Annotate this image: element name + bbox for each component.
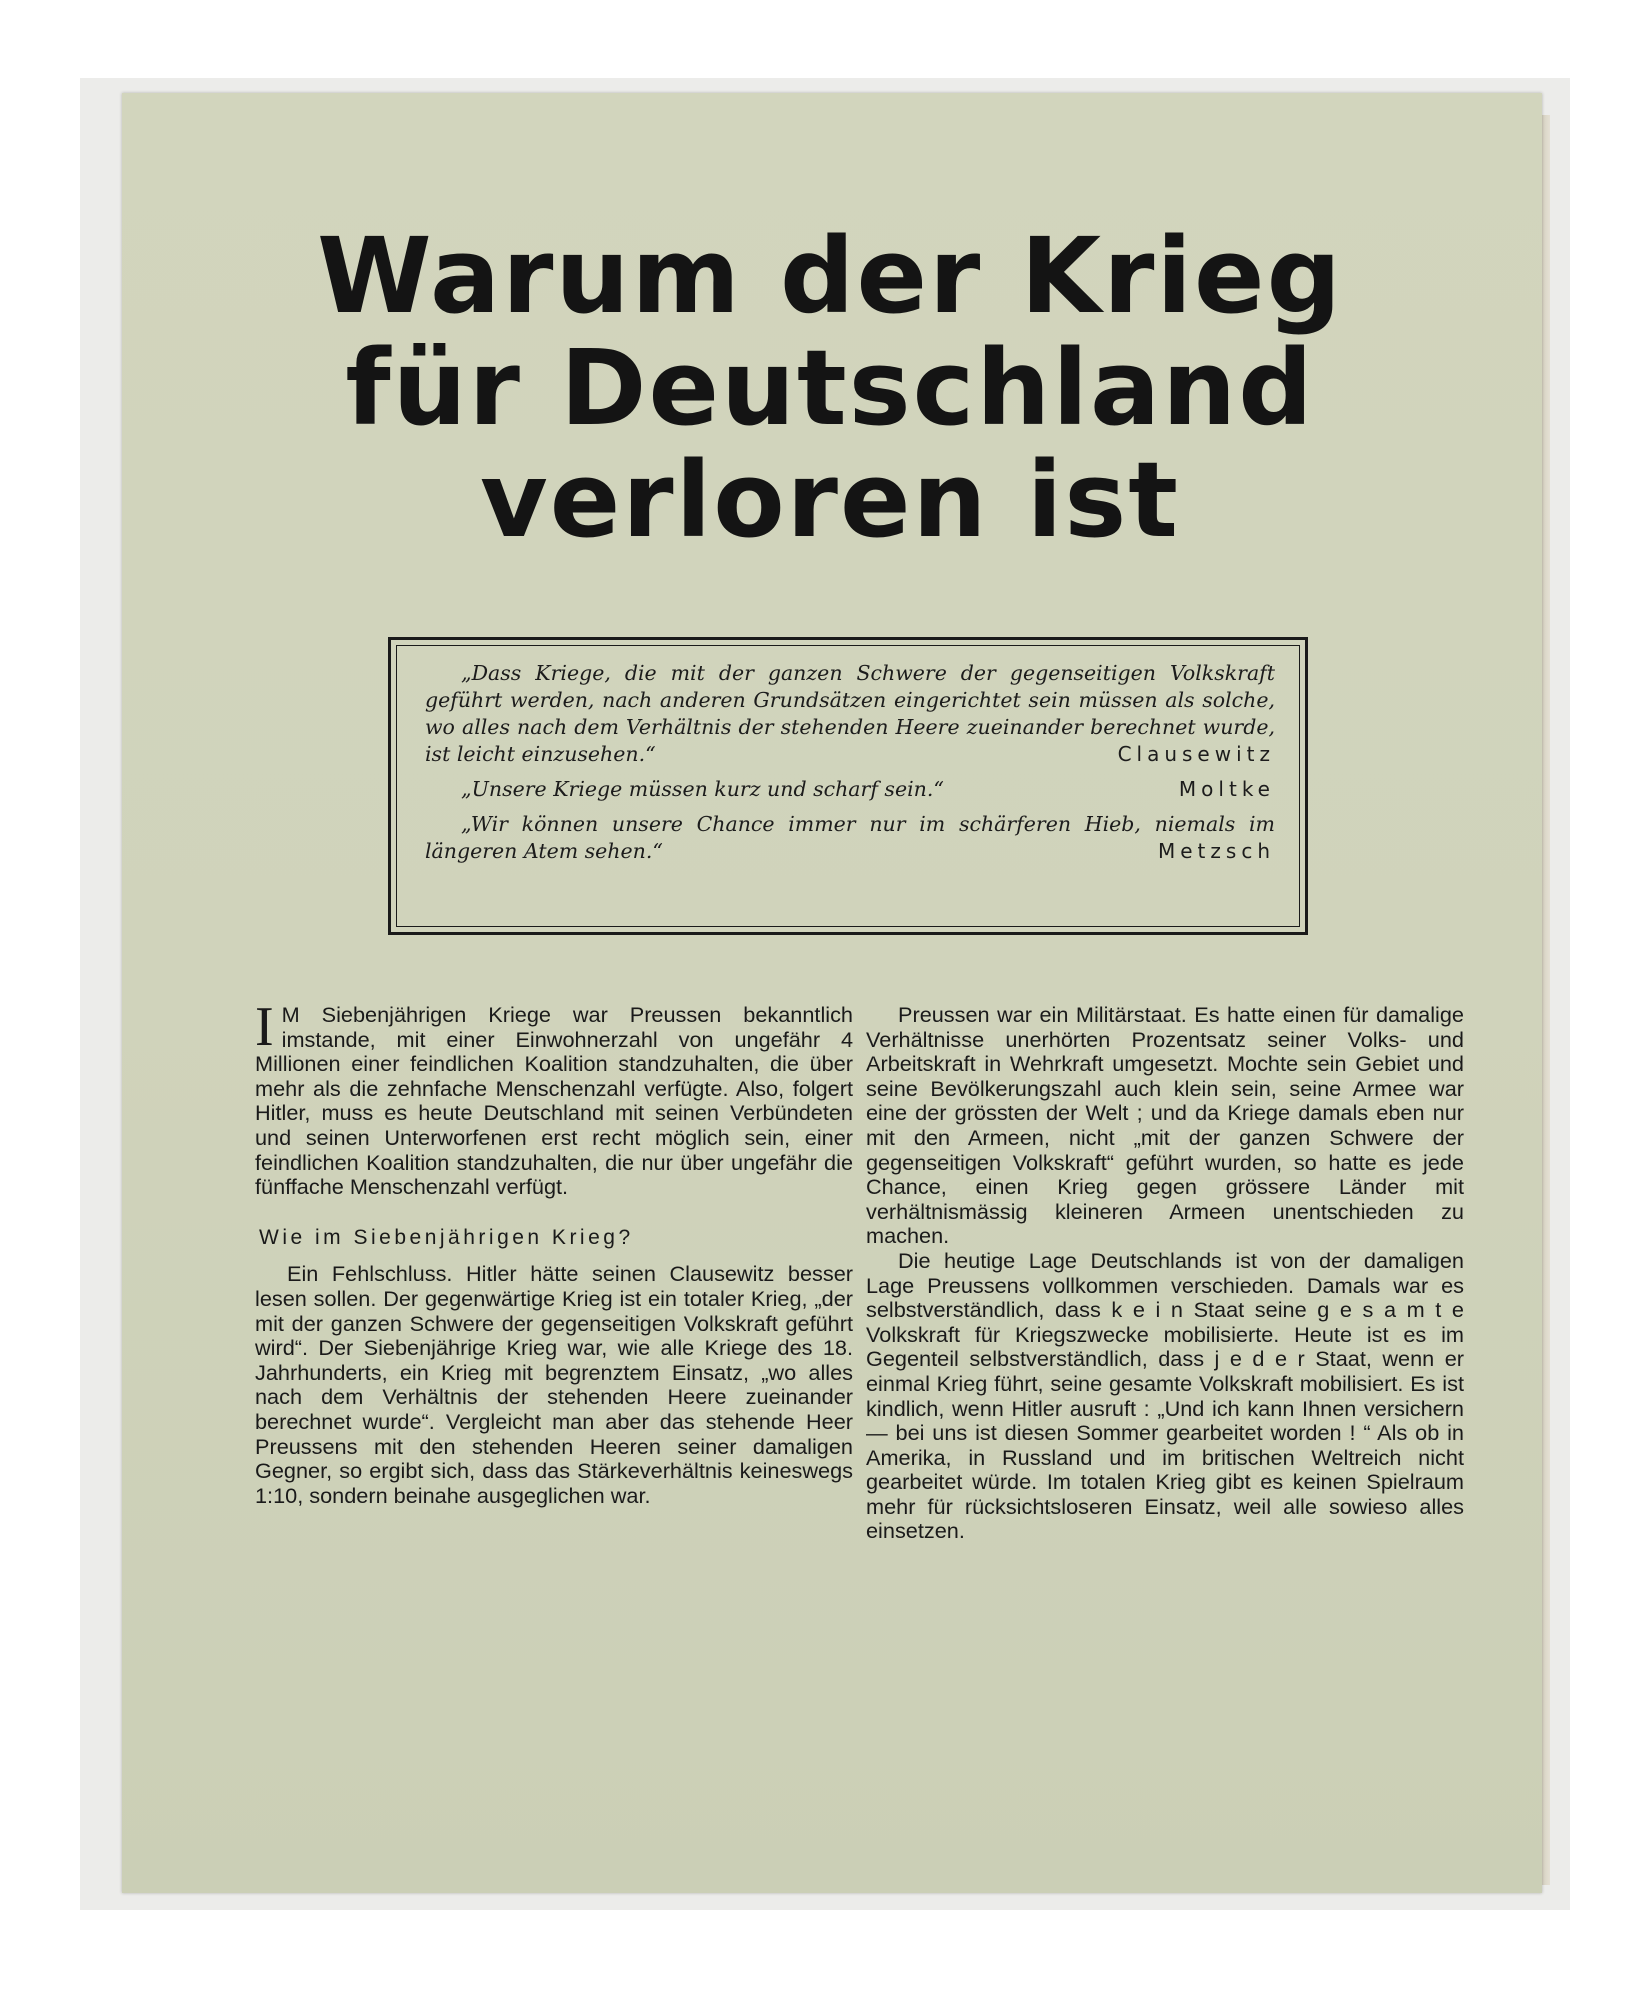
quote-text: „Wir können unsere Chance immer nur im schärferen Hieb, niemals im längeren Atem sehen.“ [425,812,1275,863]
quote-text: „Dass Kriege, die mit der ganzen Schwere der gegenseitigen Volkskraft geführt werden, nach anderen Grundsätzen eingerichtet sein müssen als solche, wo alles nach dem Verhältnis der stehenden Heere zueinander berechnet wurde, ist leicht einzusehen.“ [425,661,1275,766]
quote-clausewitz [425,660,1275,768]
headline [200,215,1460,561]
body-paragraph: Die heutige Lage Deutschlands ist von der damaligen Lage Preussens vollkommen verschieden. Damals war es selbstverständlich, dass k e i n Staat seine g e s a m t e Volkskraft für Kriegszwecke mobilisierte. Heute ist es im Gegenteil selbstverständlich, dass j e d e r Staat, wenn er einmal Krieg führt, seine gesamte Volkskraft mobilisiert. Es ist kindlich, wenn Hitler ausruft : „Und ich kann Ihnen versichern — bei uns ist diesen Sommer gearbeitet worden ! “ Als ob in Amerika, in Russland und im britischen Weltreich nicht gearbeitet würde. Im totalen Krieg gibt es keinen Spielraum mehr für rücksichtsloseren Einsatz, weil alle sowieso alles einsetzen. [866,1247,1464,1544]
quote-text: „Unsere Kriege müssen kurz und scharf sein.“ [461,777,944,801]
quote-author: Moltke [1178,777,1275,801]
headline-line-2: für Deutschland [345,327,1315,449]
headline-line-1: Warum der Krieg [316,215,1344,337]
intro-paragraph [255,996,853,1200]
body-paragraph: Ein Fehlschluss. Hitler hätte seinen Clausewitz besser lesen sollen. Der gegenwärtige Krieg ist ein totaler Krieg, „der mit der ganzen Schwere der gegenseitigen Volkskraft geführt wird“. Der Siebenjährige Krieg war, wie alle Kriege des 18. Jahrhunderts, ein Krieg mit begrenztem Einsatz, „wo alles nach dem Verhältnis der stehenden Heere zueinander berechnet wurde“. Vergleicht man aber das stehende Heer Preussens mit den stehenden Heeren seiner damaligen Gegner, so ergibt sich, dass das Stärkeverhältnis keineswegs 1:10, sondern beinahe ausgeglichen war. [255,1261,853,1508]
body-paragraph: Preussen war ein Militärstaat. Es hatte einen für damalige Verhältnisse unerhörten Prozentsatz seiner Volks- und Arbeitskraft in Wehrkraft umgesetzt. Mochte sein Gebiet und seine Bevölkerungszahl auch klein sein, seine Armee war eine der grössten der Welt ; und da Kriege damals eben nur mit den Armeen, nicht „mit der ganzen Schwere der gegenseitigen Volkskraft“ geführt wurden, so hatte es jede Chance, einen Krieg gegen grössere Länder mit verhältnismässig kleineren Armeen unentschieden zu machen. [866,1002,1464,1249]
right-column [866,1003,1464,1544]
quote-metzsch [425,811,1275,865]
drop-cap: I [255,996,274,1058]
quote-author: Clausewitz [1117,742,1275,766]
headline-line-3: verloren ist [479,439,1181,561]
subheading: Wie im Siebenjährigen Krieg? [259,1225,634,1249]
quote-author: Metzsch [1158,839,1275,863]
quote-box-inner [396,645,1300,927]
left-column [255,996,853,1508]
quote-box [388,637,1308,935]
intro-text: M Siebenjährigen Kriege war Preussen bekanntlich imstande, mit einer Einwohnerzahl von ungefähr 4 Millionen einer feindlichen Koalition standzuhalten, die über mehr als die zehnfache Menschenzahl verfügte. Also, folgert Hitler, muss es heute Deutschland mit seinen Verbündeten und seinen Unterworfenen erst recht möglich sein, einer feindlichen Koalition standzuhalten, die nur über ungefähr die fünffache Menschenzahl verfügt. [255,1002,853,1200]
quote-moltke [425,776,1275,803]
